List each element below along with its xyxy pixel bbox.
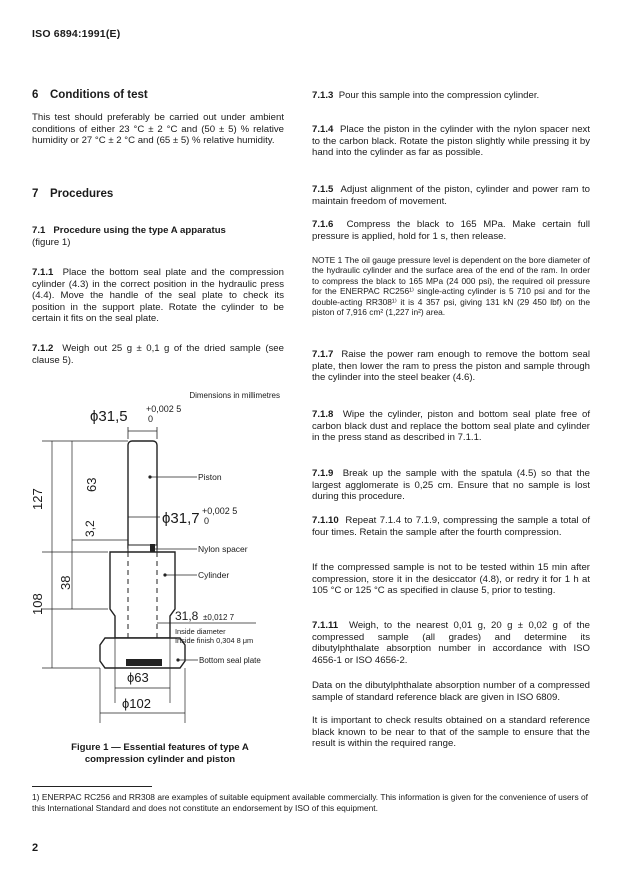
bore-note-finish: Inside finish 0,304 8 μm	[175, 636, 254, 645]
figure-caption-line-1: Figure 1 — Essential features of type A	[71, 742, 249, 753]
standard-header: ISO 6894:1991(E)	[32, 28, 121, 40]
section-6-text: This test should preferably be carried out under ambient conditions of either 23 °C ± 2 °C and (50 ± 5) % relative humidity or 27 °C ± 2 °C and (65 ± 5) % relative humidity.	[32, 112, 284, 147]
subsection-number: 7.1	[32, 225, 46, 236]
clause-number: 7.1.1	[32, 267, 54, 278]
paragraph-7-1-2	[32, 343, 284, 366]
leader-dot	[148, 475, 151, 478]
subsection-title: Procedure using the type A apparatus	[53, 225, 226, 236]
paragraph-7-1-7	[312, 349, 590, 384]
section-number: 7	[32, 188, 39, 200]
paragraph-storage: If the compressed sample is not to be tested within 15 min after compression, store it in the desiccator (4.8), or redry it for 1 h at 105 °C or 125 °C as specified in clause 5, prior to testing.	[312, 562, 590, 597]
piston-shape	[128, 441, 157, 552]
bore-note-diameter: Inside diameter	[175, 627, 226, 636]
paragraph-7-1-9	[312, 468, 590, 503]
bottom-seal-plate-label: Bottom seal plate	[199, 656, 261, 665]
paragraph-data: Data on the dibutylphthalate absorption number of a compressed sample of standard reference black are given in ISO 6809.	[312, 680, 590, 703]
section-title: Conditions of test	[50, 89, 148, 101]
clause-number: 7.1.8	[312, 409, 334, 420]
clause-number: 7.1.9	[312, 468, 334, 479]
clause-text: Place the piston in the cylinder with the nylon spacer next to the carbon black. Rotate the piston slightly while pressing it by hand into the cylinder as far as possible.	[312, 124, 590, 159]
top-diameter-label: ϕ31,5	[90, 408, 128, 425]
clause-number: 7.1.2	[32, 343, 54, 354]
cylinder-label: Cylinder	[198, 570, 230, 580]
paragraph-7-1-11	[312, 620, 590, 666]
paragraph-7-1-5	[312, 184, 590, 207]
paragraph-7-1-4	[312, 124, 590, 159]
page-number: 2	[32, 842, 39, 854]
dim-3-2-label: 3,2	[83, 520, 97, 537]
clause-number: 7.1.7	[312, 349, 334, 360]
clause-text: Break up the sample with the spatula (4.5) so that the largest agglomerate is 0,25 cm. Ensure that no sample is lost during this procedure.	[312, 468, 590, 503]
clause-text: Wipe the cylinder, piston and bottom seal plate free of carbon black dust and replace the bottom seal plate and cylinder in the press stand as described in 7.1.1.	[312, 409, 590, 444]
section-7-heading	[32, 189, 284, 201]
top-diameter-tolerance-lower: 0	[148, 414, 154, 424]
clause-text: Pour this sample into the compression cylinder.	[338, 90, 540, 101]
bore-diameter-tolerance: ±0,012 7	[203, 613, 235, 622]
cylinder-shape	[110, 552, 175, 638]
section-6-heading	[32, 90, 284, 102]
bore-diameter-label: 31,8	[175, 609, 199, 623]
piston-diameter-tolerance-upper: +0,002 5	[202, 506, 238, 516]
piston-diameter-label: ϕ31,7	[162, 510, 200, 527]
clause-number: 7.1.3	[312, 90, 334, 101]
clause-text: Place the bottom seal plate and the compression cylinder (4.3) in the correct position in the hydraulic press (4.4). Move the handle of the seal plate to check its position in the support plate. Rotate the cylinder to be certain it fits on the seal plate.	[32, 267, 284, 325]
seal-plate-handle	[126, 659, 162, 666]
paragraph-7-1-1	[32, 267, 284, 325]
dim-108-label: 108	[30, 593, 45, 615]
footnote-rule	[32, 786, 152, 787]
clause-number: 7.1.6	[312, 219, 334, 230]
nylon-spacer-label: Nylon spacer	[198, 544, 248, 554]
clause-number: 7.1.10	[312, 515, 339, 526]
leader-dot	[163, 573, 166, 576]
section-number: 6	[32, 89, 39, 101]
figure-caption-line-2: compression cylinder and piston	[84, 753, 236, 765]
dim-127-label: 127	[30, 488, 45, 510]
clause-text: Weigh out 25 g ± 0,1 g of the dried sample (see clause 5).	[32, 343, 284, 366]
clause-number: 7.1.5	[312, 184, 334, 195]
piston-label: Piston	[198, 472, 222, 482]
clause-number: 7.1.4	[312, 124, 334, 135]
dim-63-diameter-label: ϕ63	[127, 670, 149, 685]
paragraph-7-1-6	[312, 219, 590, 242]
note-1: NOTE 1 The oil gauge pressure level is dependent on the bore diameter of the hydraulic cylinder and the surface area of the end of the ram. In order to compress the black to 165 MPa (24 000 psi), the required oil pressure for the ENERPAC RC256¹⁾ single-acting cylinder is 5 710 psi and for the double-acting RR308¹⁾ it is 4 357 psi, giving 131 kN (29 450 lbf) on the piston of 7,916 cm² (1,227 in²) area.	[312, 255, 590, 318]
subsection-7-1-heading	[32, 225, 284, 248]
clause-text: Repeat 7.1.4 to 7.1.9, compressing the sample a total of four times. Retain the sample after the fourth compression.	[312, 515, 590, 538]
top-diameter-tolerance-upper: +0,002 5	[146, 404, 182, 414]
paragraph-7-1-3	[312, 90, 590, 102]
dim-63-label: 63	[84, 477, 99, 492]
dim-38-label: 38	[58, 575, 73, 590]
dimensions-note: Dimensions in millimetres	[189, 391, 280, 400]
clause-text: Raise the power ram enough to remove the bottom seal plate, then lower the ram to press the piston and sample through the cylinder into the steel beaker (4.6).	[312, 349, 590, 384]
paragraph-important: It is important to check results obtained on a standard reference black known to be near to that of the sample to ensure that the result is within the required range.	[312, 715, 590, 750]
paragraph-7-1-8	[312, 409, 590, 444]
clause-text: Weigh, to the nearest 0,01 g, 20 g ± 0,02 g of the compressed sample (all grades) and determine its dibutylphthalate absorption number in accordance with ISO 4656-1 or ISO 4656-2.	[312, 620, 590, 666]
figure-1-drawing	[0, 385, 300, 730]
footnote: 1) ENERPAC RC256 and RR308 are examples of suitable equipment available commercially. This information is given for the convenience of users of this International Standard and does not constitute an endorsement by ISO of this equipment.	[32, 792, 588, 813]
section-title: Procedures	[50, 188, 114, 200]
piston-diameter-tolerance-lower: 0	[204, 516, 210, 526]
clause-number: 7.1.11	[312, 620, 339, 631]
dim-102-diameter-label: ϕ102	[122, 696, 151, 711]
leader-dot	[176, 658, 179, 661]
subsection-subtitle: (figure 1)	[32, 236, 71, 248]
clause-text: Adjust alignment of the piston, cylinder and power ram to maintain freedom of movement.	[312, 184, 590, 207]
paragraph-7-1-10	[312, 515, 590, 538]
clause-text: Compress the black to 165 MPa. Make certain full pressure is applied, hold for 1 s, then release.	[312, 219, 590, 242]
figure-1-caption	[40, 742, 280, 765]
